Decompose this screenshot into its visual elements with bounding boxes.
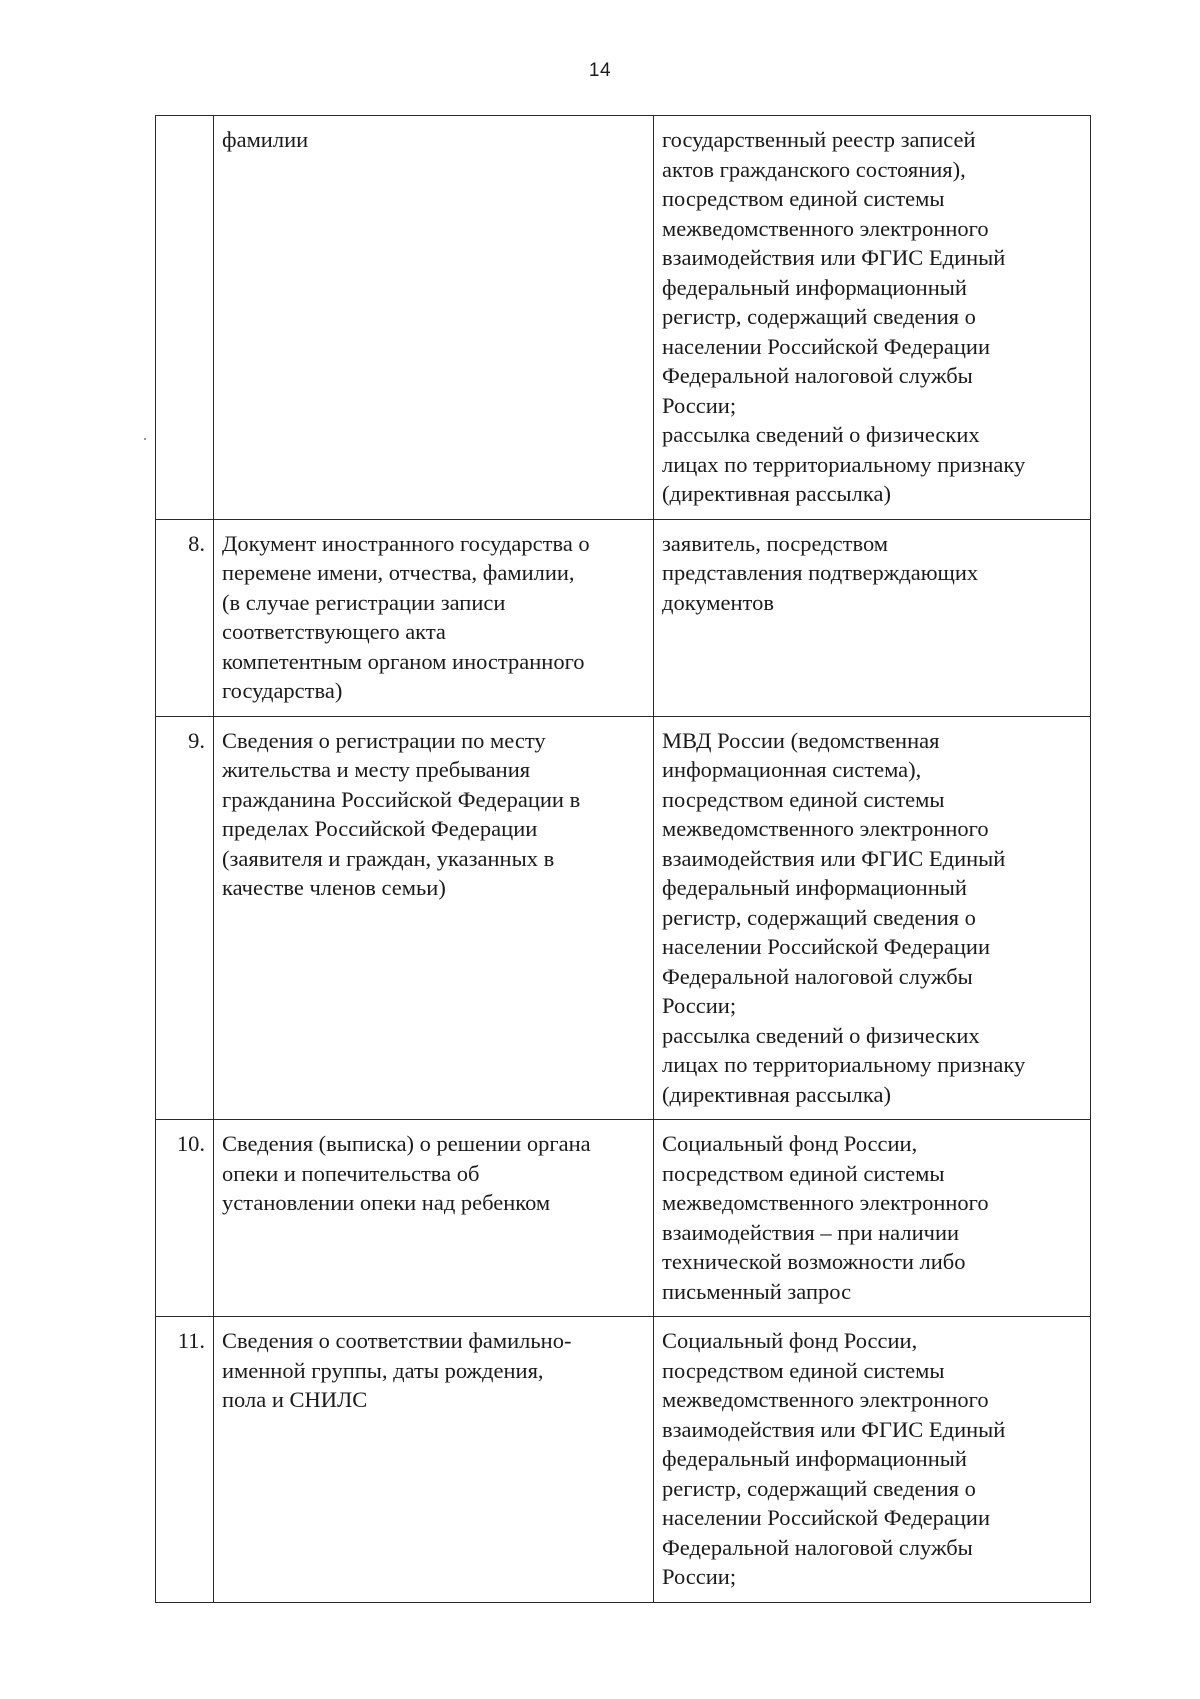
document-name-cell — [214, 716, 654, 1120]
row-number: 8. — [156, 519, 214, 716]
row-number: 10. — [156, 1120, 214, 1317]
table-row — [156, 1317, 1091, 1603]
document-source: государственный реестр записей актов гражданского состояния), посредством единой системы межведомственного электронного взаимодействия или ФГИС Единый федеральный информационный регистр, содержащий сведения о населении Российской Федерации Федеральной налоговой службы России; рассылка сведений о физических лицах по территориальному признаку (директивная рассылка) — [662, 127, 1026, 506]
document-name: фамилии — [222, 127, 309, 152]
document-source: Социальный фонд России, посредством единой системы межведомственного электронного взаимодействия – при наличии технической возможности либо письменный запрос — [662, 1131, 989, 1304]
document-source: МВД России (ведомственная информационная система), посредством единой системы межведомственного электронного взаимодействия или ФГИС Единый федеральный информационный регистр, содержащий сведения о населении Российской Федерации Федеральной налоговой службы России; рассылка сведений о физических лицах по территориальному признаку (директивная рассылка) — [662, 727, 1026, 1107]
document-name: Сведения о регистрации по месту жительства и месту пребывания гражданина Российской Федерации в пределах Российской Федерации (заявителя и граждан, указанных в качестве членов семьи) — [222, 727, 581, 900]
document-source-cell — [654, 716, 1091, 1120]
table-row — [156, 116, 1091, 520]
document-name-cell — [214, 1317, 654, 1603]
document-source: заявитель, посредством представления подтверждающих документов — [662, 530, 979, 615]
document-source-cell — [654, 1317, 1091, 1603]
row-number: 11. — [156, 1317, 214, 1603]
row-number — [156, 116, 214, 520]
table-row — [156, 519, 1091, 716]
page-number: 14 — [588, 60, 612, 81]
documents-table — [155, 115, 1091, 1603]
document-name-cell — [214, 519, 654, 716]
document-name: Сведения о соответствии фамильно- именной группы, даты рождения, пола и СНИЛС — [222, 1328, 572, 1412]
row-number: 9. — [156, 716, 214, 1120]
scan-dot — [144, 438, 146, 440]
table-row — [156, 1120, 1091, 1317]
document-source: Социальный фонд России, посредством единой системы межведомственного электронного взаимодействия или ФГИС Единый федеральный информационный регистр, содержащий сведения о населении Российской Федерации Федеральной налоговой службы России; — [662, 1328, 1006, 1589]
document-source-cell — [654, 116, 1091, 520]
document-name: Документ иностранного государства о перемене имени, отчества, фамилии, (в случае регистрации записи соответствующего акта компетентным органом иностранного государства) — [222, 530, 590, 703]
document-name-cell — [214, 1120, 654, 1317]
document-source-cell — [654, 519, 1091, 716]
document-name-cell — [214, 116, 654, 520]
document-name: Сведения (выписка) о решении органа опеки и попечительства об установлении опеки над ребенком — [222, 1131, 591, 1215]
table-row — [156, 716, 1091, 1120]
document-source-cell — [654, 1120, 1091, 1317]
